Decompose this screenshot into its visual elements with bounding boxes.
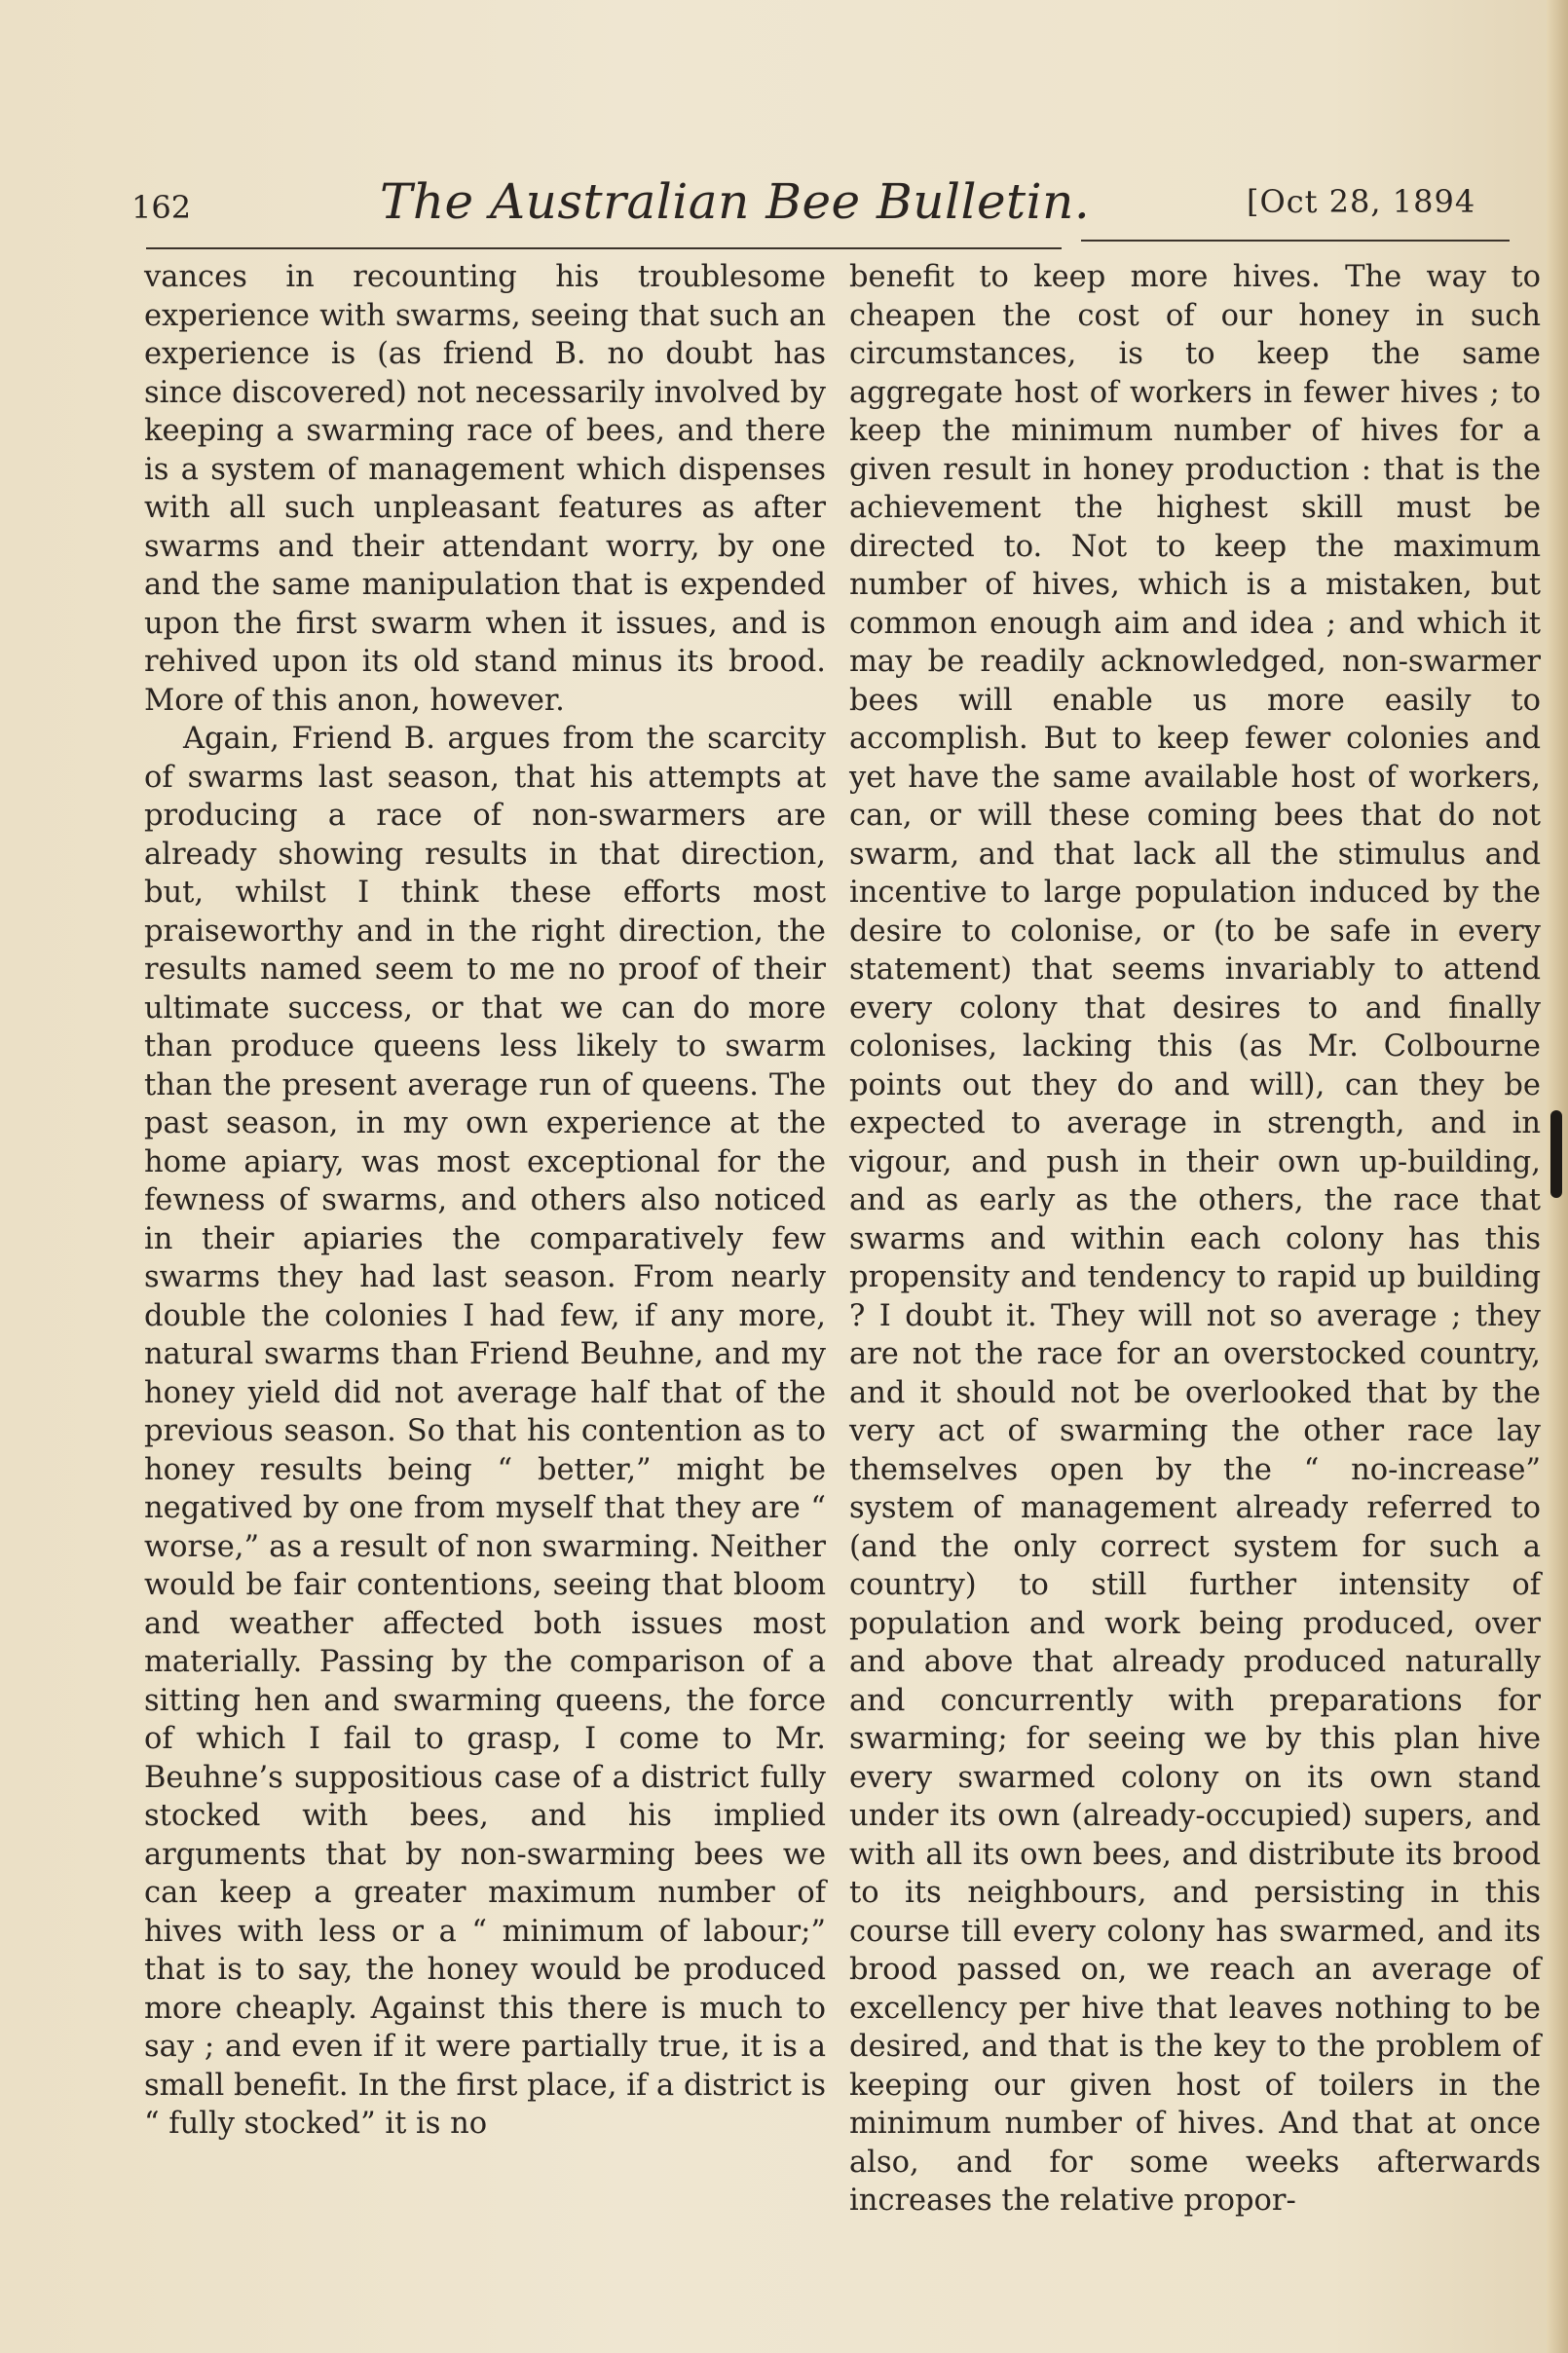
- paragraph: vances in recounting his troublesome experience with swarms, seeing that such an experience is (as friend B. no doubt has since discovered) not necessarily involved by keeping a swarming race of bees, and there is a system of management which dispenses with all such unpleasant features as after swarms and their attendant worry, by one and the same manipulation that is expended upon the first swarm when it issues, and is rehived upon its old stand minus its brood. More of this anon, however.: [144, 260, 826, 718]
- paragraph: benefit to keep more hives. The way to cheapen the cost of our honey in such circumstances, is to keep the same aggregate host of workers in fewer hives ; to keep the minimum number of hives for a given result in honey production : that is the achievement the highest skill must be directed to. Not to keep the maximum number of hives, which is a mistaken, but common enough aim and idea ; and which it may be readily acknowledged, non-swarmer bees will enable us more easily to accomplish. But to keep fewer colonies and yet have the same available host of workers, can, or will these coming bees that do not swarm, and that lack all the stimulus and incentive to large population induced by the desire to colonise, or (to be safe in every statement) that seems invariably to attend every colony that desires to and finally colonises, lacking this (as Mr. Colbourne points out they do and will), can they be expected to average in strength, and in vigour, and push in their own up-building, and as early as the others, the race that swarms and within each colony has this propensity and tendency to rapid up building ? I doubt it. They will not so average ; they are not the race for an overstocked country, and it should not be overlooked that by the very act of swarming the other race lay themselves open by the “ no-increase” system of management already referred to (and the only correct system for such a country) to still further intensity of population and work being produced, over and above that already produced naturally and concurrently with preparations for swarming; for seeing we by this plan hive every swarmed colony on its own stand under its own (already-occupied) supers, and with all its own bees, and distribute its brood to its neighbours, and persisting in this course till every colony has swarmed, and its brood passed on, we reach an average of excellency per hive that leaves nothing to be desired, and that is the key to the problem of keeping our given host of toilers in the minimum number of hives. And that at once also, and for some weeks afterwards increases the relative propor-: [849, 260, 1541, 2218]
- header-rule-right: [1081, 240, 1510, 242]
- ink-blot: [1550, 1110, 1562, 1198]
- right-column: [849, 258, 1541, 2221]
- issue-date: [Oct 28, 1894: [1247, 183, 1476, 220]
- page-number: 162: [131, 189, 192, 226]
- journal-title: The Australian Bee Bulletin.: [380, 173, 1091, 230]
- header-rule: [146, 247, 1062, 249]
- left-column: [144, 258, 826, 2144]
- paragraph: Again, Friend B. argues from the scarcity of swarms last season, that his attempts at producing a race of non-swarmers are already showing results in that direction, but, whilst I think these efforts most praiseworthy and in the right direction, the results named seem to me no proof of their ultimate success, or that we can do more than produce queens less likely to swarm than the present average run of queens. The past season, in my own experience at the home apiary, was most exceptional for the fewness of swarms, and others also noticed in their apiaries the comparatively few swarms they had last season. From nearly double the colonies I had few, if any more, natural swarms than Friend Beuhne, and my honey yield did not average half that of the previous season. So that his contention as to honey results being “ better,” might be negatived by one from myself that they are “ worse,” as a result of non swarming. Neither would be fair contentions, seeing that bloom and weather affected both issues most materially. Passing by the comparison of a sitting hen and swarming queens, the force of which I fail to grasp, I come to Mr. Beuhne’s suppositious case of a district fully stocked with bees, and his implied arguments that by non-swarming bees we can keep a greater maximum number of hives with less or a “ minimum of labour;” that is to say, the honey would be produced more cheaply. Against this there is much to say ; and even if it were partially true, it is a small benefit. In the first place, if a district is “ fully stocked” it is no: [144, 722, 826, 2141]
